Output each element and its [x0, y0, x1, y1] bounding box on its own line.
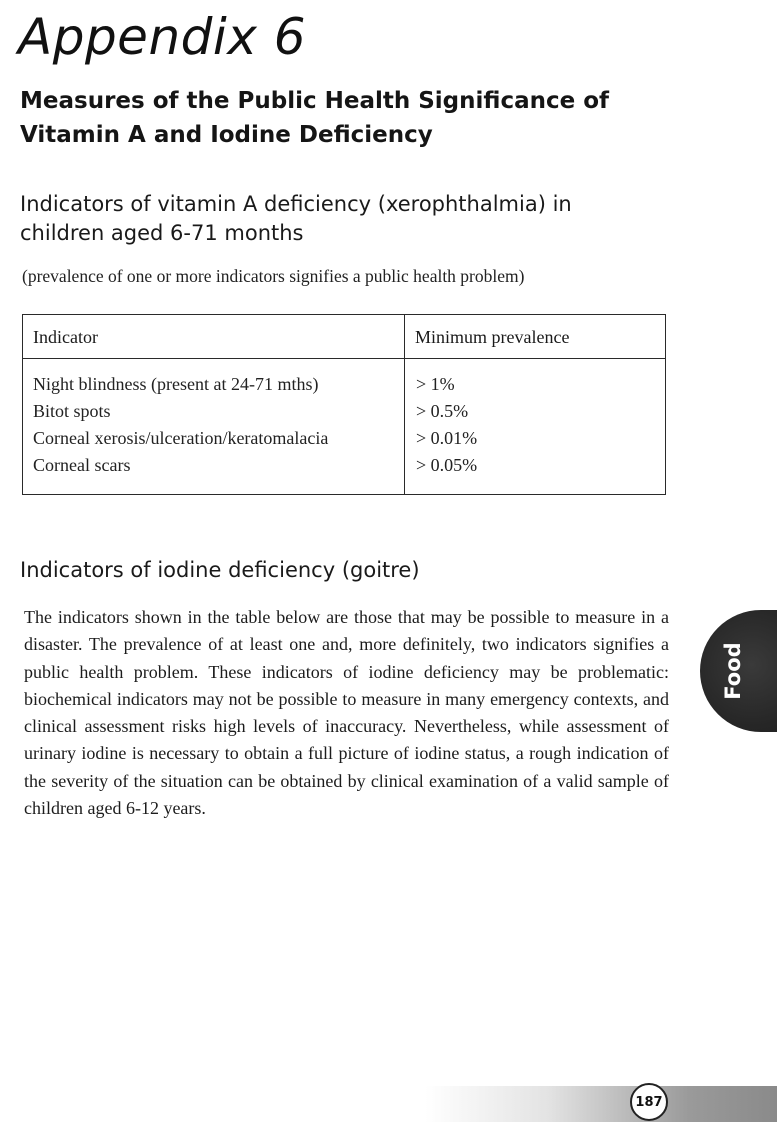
- prevalence-cell: > 0.05%: [416, 455, 478, 475]
- footer-band: [425, 1086, 777, 1122]
- page-number-badge: [630, 1083, 668, 1121]
- vitamin-a-note: (prevalence of one or more indicators signifies a public health problem): [22, 266, 525, 286]
- iodine-section-heading: Indicators of iodine deficiency (goitre): [20, 558, 420, 582]
- table-header-row: [23, 315, 665, 359]
- table-body: [23, 374, 665, 482]
- page-number: 187: [635, 1094, 663, 1110]
- indicator-cell: Corneal xerosis/ulceration/keratomalacia: [33, 428, 329, 448]
- iodine-paragraph: The indicators shown in the table below are those that may be possible to measure in a disaster. The prevalence of at least one and, more definitely, two indicators signifies a public health problem. These indicators of iodine deficiency may be problematic: biochemical indicators may not be possible to measure in many emergency contexts, and clinical assessment risks high levels of inaccuracy. Nevertheless, while assessment of urinary iodine is necessary to obtain a full picture of iodine status, a rough indication of the severity of the situation can be obtained by clinical examination of a valid sample of children aged 6-12 years.: [24, 607, 669, 819]
- table-header-indicator: Indicator: [33, 327, 98, 347]
- prevalence-cell: > 0.01%: [416, 428, 478, 448]
- table-header-minimum-prevalence: Minimum prevalence: [415, 327, 570, 347]
- appendix-title: Appendix 6: [18, 8, 307, 66]
- indicator-cell: Night blindness (present at 24-71 mths): [33, 374, 319, 394]
- table-row: [23, 401, 665, 428]
- prevalence-cell: > 1%: [416, 374, 455, 394]
- prevalence-cell: > 0.5%: [416, 401, 469, 421]
- table-row: [23, 374, 665, 401]
- indicator-cell: Bitot spots: [33, 401, 111, 421]
- food-chapter-tab-label: Food: [721, 642, 745, 700]
- page-title: Measures of the Public Health Significance of Vitamin A and Iodine Deficiency: [20, 88, 610, 148]
- table-row: [23, 455, 665, 482]
- table-row: [23, 428, 665, 455]
- vitamin-a-indicator-table: [22, 314, 666, 495]
- vitamin-a-section-heading: Indicators of vitamin A deficiency (xerophthalmia) in children aged 6-71 months: [20, 192, 572, 245]
- indicator-cell: Corneal scars: [33, 455, 131, 475]
